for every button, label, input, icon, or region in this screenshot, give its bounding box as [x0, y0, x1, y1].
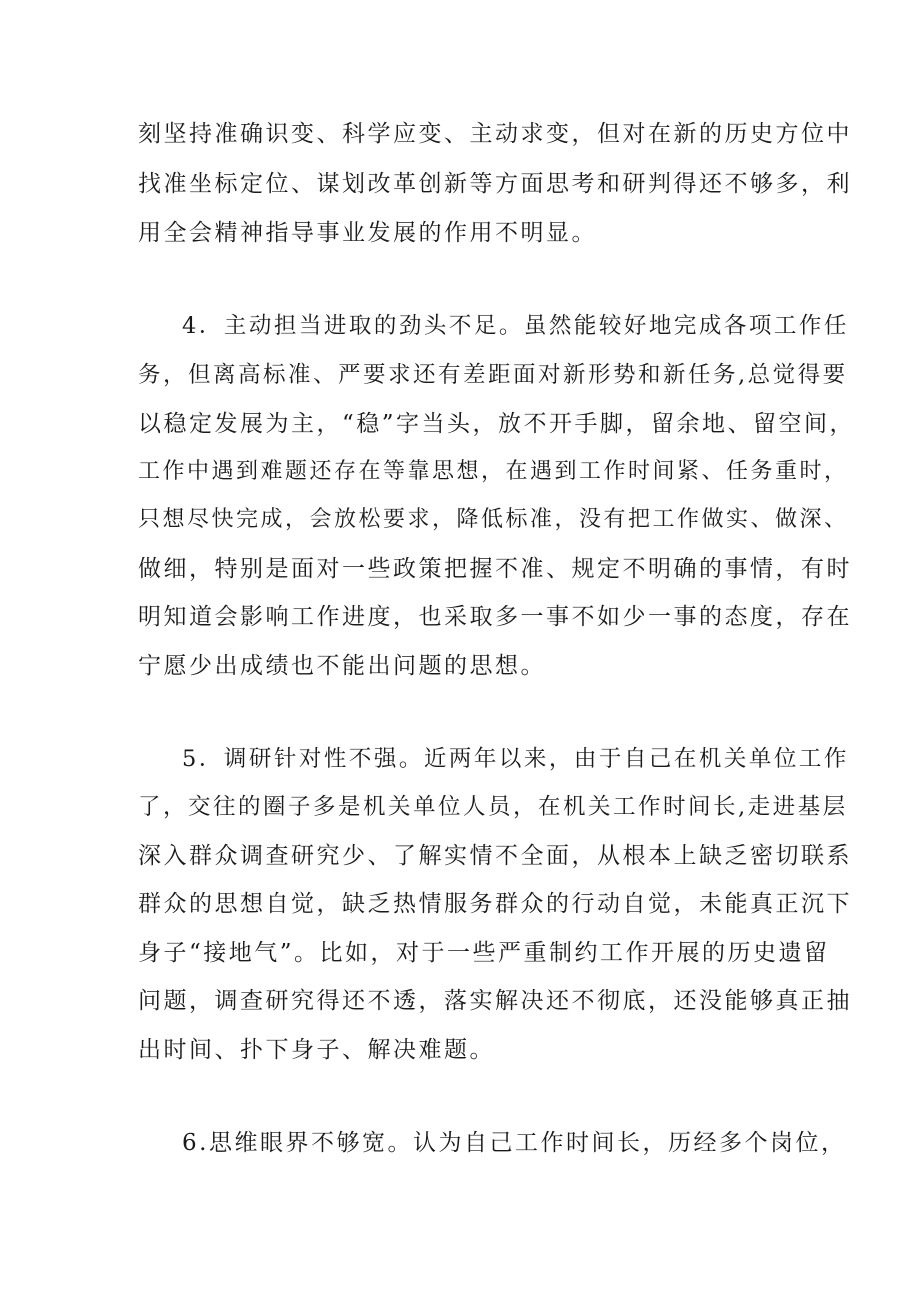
paragraph-2-line-5: 只想尽快完成，会放松要求，降低标准，没有把工作做实、做深、: [138, 507, 849, 532]
paragraph-2-line-1: 4．主动担当进取的劲头不足。虽然能较好地完成各项工作任: [182, 313, 849, 339]
paragraph-3-line-6: 问题，调查研究得还不透，落实解决还不彻底，还没能够真正抽: [138, 988, 852, 1014]
paragraph-4-line-1: 6.思维眼界不够宽。认为自己工作时间长，历经多个岗位，: [182, 1130, 847, 1156]
paragraph-2-line-6: 做细，特别是面对一些政策把握不准、规定不明确的事情，有时: [138, 556, 852, 582]
paragraph-3-line-2: 了，交往的圈子多是机关单位人员，在机关工作时间长,走进基层: [138, 794, 848, 820]
paragraph-2-line-8: 宁愿少出成绩也不能出问题的思想。: [138, 653, 546, 679]
paragraph-3-line-4: 群众的思想自觉，缺乏热情服务群众的行动自觉，未能真正沉下: [138, 891, 852, 917]
paragraph-2-line-2: 务，但离高标准、严要求还有差距面对新形势和新任务,总觉得要: [138, 362, 848, 388]
paragraph-2-line-3: 以稳定发展为主，“稳”字当头，放不开手脚，留余地、留空间，: [138, 411, 856, 437]
paragraph-3-line-5: 身子“接地气”。比如，对于一些严重制约工作开展的历史遗留: [138, 940, 830, 966]
paragraph-1-line-2: 找准坐标定位、谋划改革创新等方面思考和研判得还不够多，利: [138, 171, 852, 197]
paragraph-2-line-7: 明知道会影响工作进度，也采取多一事不如少一事的态度，存在: [138, 604, 852, 630]
paragraph-2-line-4: 工作中遇到难题还存在等靠思想，在遇到工作时间紧、任务重时，: [138, 459, 849, 484]
paragraph-3-line-3: 深入群众调查研究少、了解实情不全面，从根本上缺乏密切联系: [138, 843, 852, 869]
paragraph-3-line-1: 5．调研针对性不强。近两年以来，由于自己在机关单位工作: [182, 746, 849, 772]
paragraph-3-line-7: 出时间、扑下身子、解决难题。: [138, 1037, 495, 1063]
paragraph-1-line-1: 刻坚持准确识变、科学应变、主动求变，但对在新的历史方位中: [138, 121, 852, 147]
paragraph-1-line-3: 用全会精神指导事业发展的作用不明显。: [138, 220, 597, 246]
